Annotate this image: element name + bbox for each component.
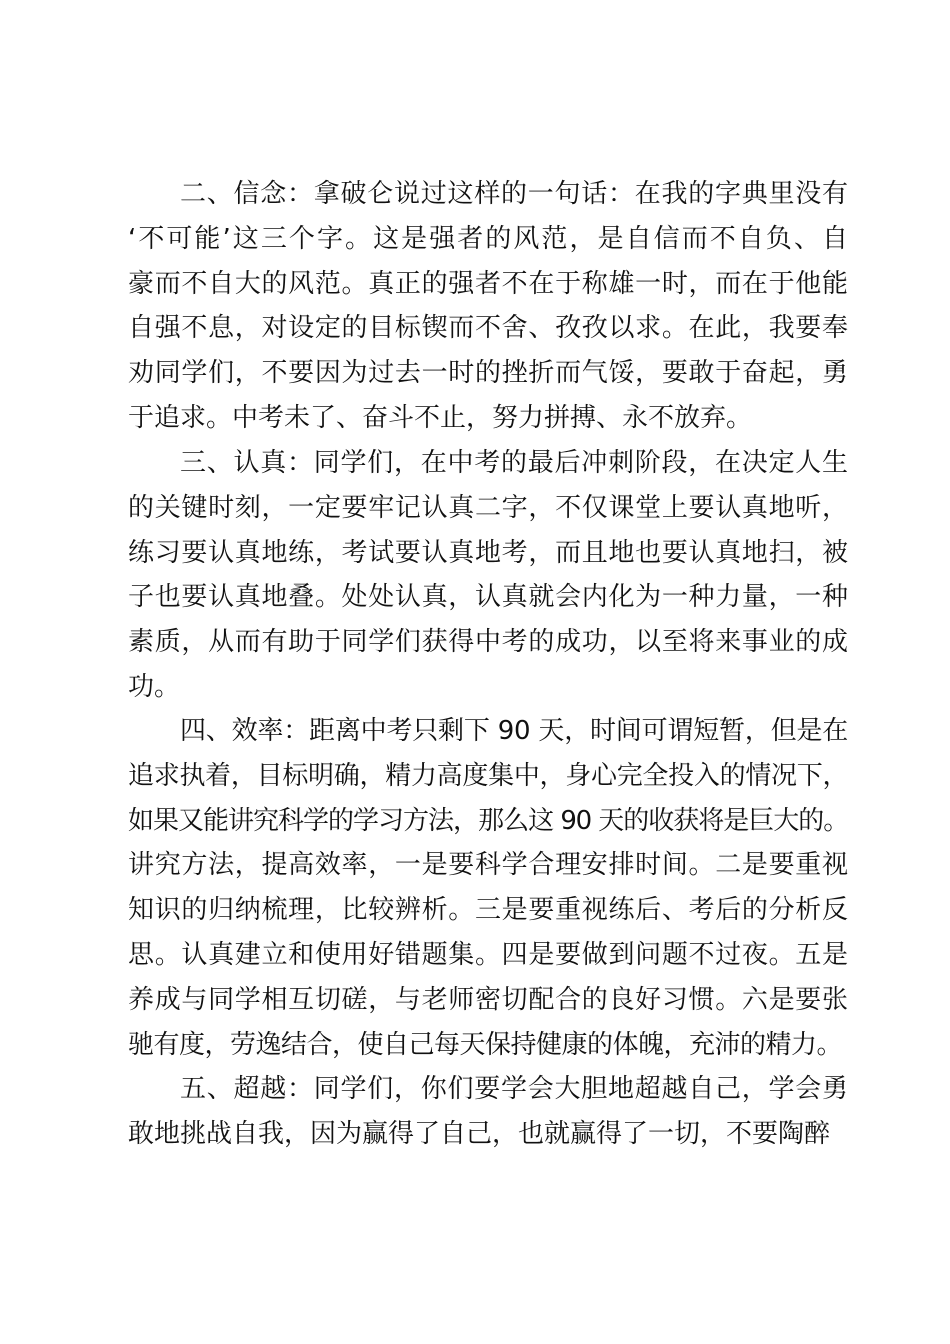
text-line: 劝同学们，不要因为过去一时的挫折而气馁，要敢于奋起，勇	[128, 358, 848, 389]
text-line: 于追求。中考未了、奋斗不止，努力拼搏、永不放弃。	[128, 402, 753, 433]
text-line: 如果又能讲究科学的学习方法，那么这 90 天的收获将是巨大的。	[128, 805, 848, 836]
text-line: 思。认真建立和使用好错题集。四是要做到问题不过夜。五是	[128, 939, 848, 970]
text-line: 敢地挑战自我，因为赢得了自己，也就赢得了一切，不要陶醉	[128, 1118, 831, 1149]
text-line: 讲究方法，提高效率，一是要科学合理安排时间。二是要重视	[128, 850, 848, 881]
text-line: 子也要认真地叠。处处认真，认真就会内化为一种力量，一种	[128, 582, 848, 613]
text-line: ‘不可能’这三个字。这是强者的风范，是自信而不自负、自	[128, 223, 848, 254]
text-line: 驰有度，劳逸结合，使自己每天保持健康的体魄，充沛的精力。	[128, 1029, 843, 1060]
text-line: 三、认真：同学们，在中考的最后冲刺阶段，在决定人生	[180, 448, 848, 478]
text-line: 功。	[128, 671, 181, 702]
text-line: 二、信念：拿破仑说过这样的一句话：在我的字典里没有	[180, 179, 848, 209]
text-line: 追求执着，目标明确，精力高度集中，身心完全投入的情况下，	[128, 760, 848, 791]
paragraph-belief	[128, 172, 848, 441]
text-line: 五、超越：同学们，你们要学会大胆地超越自己，学会勇	[180, 1074, 848, 1104]
paragraph-efficiency	[128, 709, 848, 1067]
text-line: 自强不息，对设定的目标锲而不舍、孜孜以求。在此，我要奉	[128, 313, 848, 344]
text-line: 素质，从而有助于同学们获得中考的成功，以至将来事业的成	[128, 627, 848, 658]
text-line: 知识的归纳梳理，比较辨析。三是要重视练后、考后的分析反	[128, 895, 848, 926]
paragraph-surpassing	[128, 1067, 848, 1157]
text-line: 的关键时刻，一定要牢记认真二字，不仅课堂上要认真地听，	[128, 492, 848, 523]
text-line: 练习要认真地练，考试要认真地考，而且地也要认真地扫，被	[128, 537, 848, 568]
text-line: 豪而不自大的风范。真正的强者不在于称雄一时，而在于他能	[128, 268, 848, 299]
text-line: 四、效率：距离中考只剩下 90 天，时间可谓短暂，但是在	[180, 716, 848, 746]
paragraph-earnestness	[128, 441, 848, 710]
text-line: 养成与同学相互切磋，与老师密切配合的良好习惯。六是要张	[128, 984, 848, 1015]
